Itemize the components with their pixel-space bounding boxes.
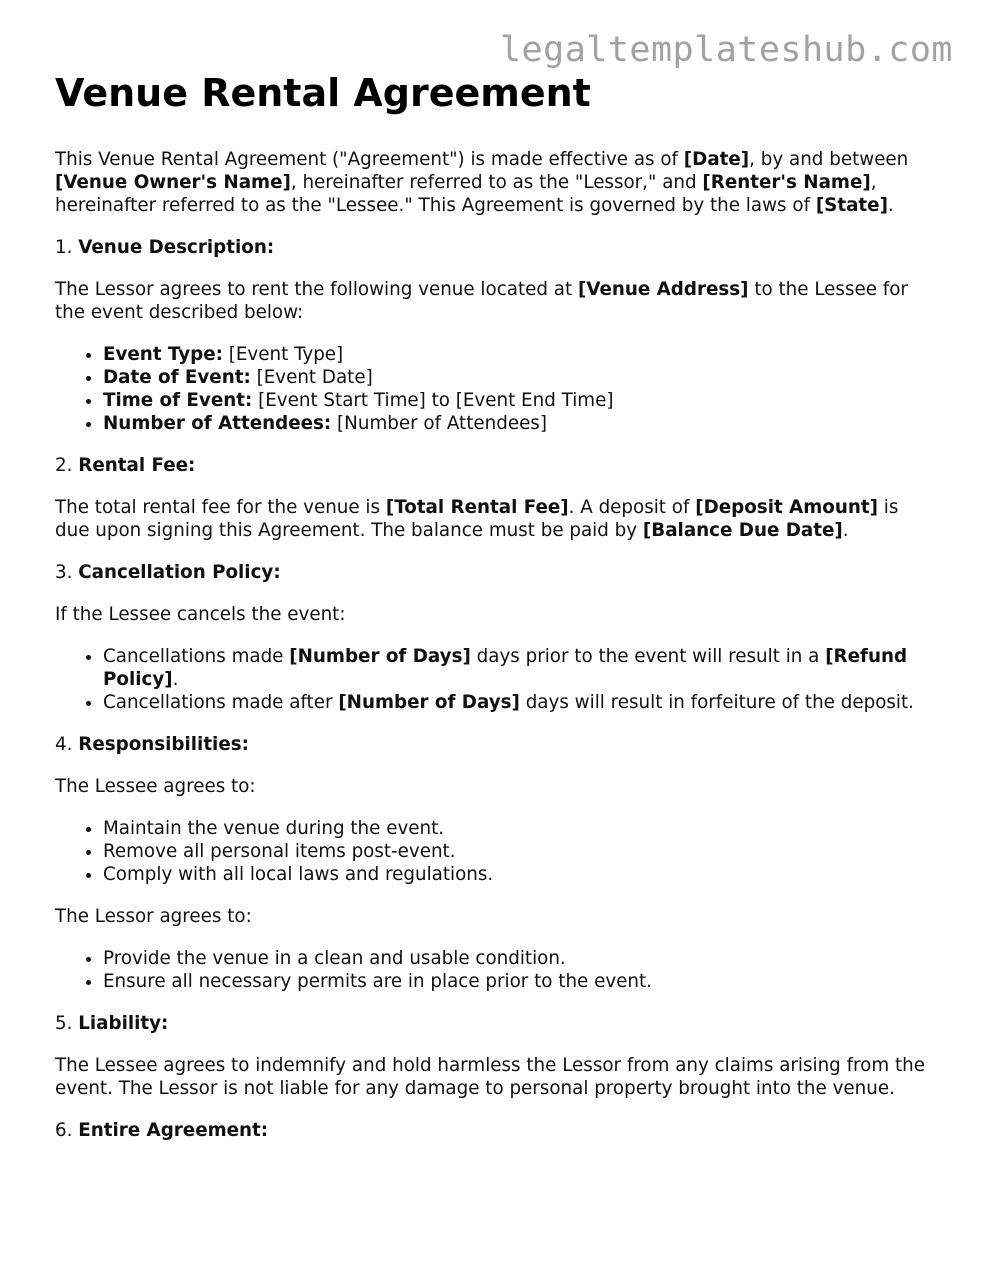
document-body [55, 70, 930, 1161]
section-heading-liability: 5. Liability: [55, 1013, 169, 1034]
renter-placeholder: [Renter's Name] [702, 172, 871, 193]
list-item: • Time of Event: [Event Start Time] to [Event End Time] [103, 389, 930, 412]
section-heading-venue-description: 1. Venue Description: [55, 237, 275, 258]
event-details-list [55, 343, 930, 435]
venue-description-paragraph: The Lessor agrees to rent the following venue located at [Venue Address] to the Lessee for the event described below: [55, 279, 908, 323]
address-placeholder: [Venue Address] [577, 279, 749, 300]
section-heading-rental-fee: 2. Rental Fee: [55, 455, 196, 476]
list-item: • Date of Event: [Event Date] [103, 366, 930, 389]
due-date-placeholder: [Balance Due Date] [642, 520, 843, 541]
list-item: • Maintain the venue during the event. [103, 817, 930, 840]
section-heading-cancellation-policy: 3. Cancellation Policy: [55, 562, 281, 583]
deposit-placeholder: [Deposit Amount] [695, 497, 878, 518]
document-title: Venue Rental Agreement [55, 71, 591, 115]
lessee-lead: The Lessee agrees to: [55, 776, 256, 797]
watermark: legaltemplateshub.com [499, 30, 953, 70]
liability-paragraph: The Lessee agrees to indemnify and hold harmless the Lessor from any claims arising from the event. The Lessor is not liable for any damage to personal property brought into the venue. [55, 1055, 925, 1099]
list-item: • Cancellations made [Number of Days] days prior to the event will result in a [Refund Policy]. [103, 645, 930, 691]
section-heading-entire-agreement: 6. Entire Agreement: [55, 1120, 269, 1141]
list-item: • Provide the venue in a clean and usable condition. [103, 947, 930, 970]
section-heading-responsibilities: 4. Responsibilities: [55, 734, 249, 755]
rental-fee-paragraph: The total rental fee for the venue is [Total Rental Fee]. A deposit of [Deposit Amount] is due upon signing this Agreement. The balance must be paid by [Balance Due Date]. [55, 497, 899, 541]
lessor-responsibilities-list [55, 947, 930, 993]
list-item: • Number of Attendees: [Number of Attendees] [103, 412, 930, 435]
fee-placeholder: [Total Rental Fee] [385, 497, 569, 518]
list-item: • Cancellations made after [Number of Days] days will result in forfeiture of the deposit. [103, 691, 930, 714]
intro-paragraph: This Venue Rental Agreement ("Agreement") is made effective as of [Date], by and between [Venue Owner's Name], hereinafter referred to as the "Lessor," and [Renter's Name], hereinafter referred to as the "Lessee." This Agreement is governed by the laws of [State]. [55, 149, 909, 216]
list-item: • Remove all personal items post-event. [103, 840, 930, 863]
list-item: • Event Type: [Event Type] [103, 343, 930, 366]
lessor-lead: The Lessor agrees to: [55, 906, 252, 927]
cancellation-lead: If the Lessee cancels the event: [55, 604, 346, 625]
lessee-responsibilities-list [55, 817, 930, 886]
state-placeholder: [State] [815, 195, 888, 216]
date-placeholder: [Date] [683, 149, 750, 170]
list-item: • Comply with all local laws and regulations. [103, 863, 930, 886]
owner-placeholder: [Venue Owner's Name] [55, 172, 291, 193]
list-item: • Ensure all necessary permits are in place prior to the event. [103, 970, 930, 993]
cancellation-list [55, 645, 930, 714]
